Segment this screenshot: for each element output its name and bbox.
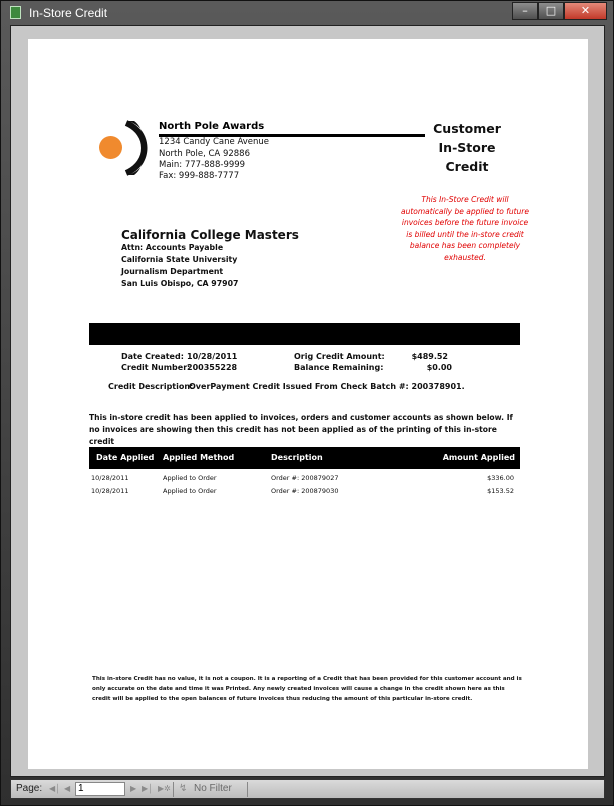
- report-title: [422, 119, 512, 176]
- logo-dot-icon: [99, 136, 122, 159]
- cell-amount: $336.00: [487, 474, 514, 482]
- table-row: [89, 486, 520, 498]
- title-bar[interactable]: [1, 1, 613, 25]
- prev-page-icon[interactable]: ◀: [64, 784, 71, 793]
- status-separator: [247, 782, 248, 797]
- report-title-line: Customer: [433, 121, 501, 136]
- orig-amount-value: $489.52: [411, 352, 448, 361]
- maximize-button[interactable]: □: [538, 2, 564, 20]
- report-title-line: Credit: [445, 159, 489, 174]
- cell-date: 10/28/2011: [91, 487, 129, 495]
- first-page-icon[interactable]: ◀│: [49, 784, 61, 793]
- credit-number-label: Credit Number:: [121, 363, 191, 372]
- date-created-label: Date Created:: [121, 352, 184, 361]
- table-row: [89, 473, 520, 485]
- access-app-icon: [10, 6, 21, 19]
- customer-line: California State University: [121, 255, 238, 264]
- page-number-input[interactable]: 1: [75, 782, 125, 796]
- close-button[interactable]: ✕: [564, 2, 607, 20]
- page-label: Page:: [16, 783, 43, 794]
- report-title-line: In-Store: [438, 140, 496, 155]
- window-title: In-Store Credit: [29, 6, 108, 20]
- report-canvas[interactable]: [10, 25, 605, 777]
- status-separator: [173, 782, 174, 797]
- col-amount-applied: Amount Applied: [442, 453, 515, 462]
- balance-label: Balance Remaining:: [294, 363, 384, 372]
- credit-description-value: OverPayment Credit Issued From Check Batch #: 200378901.: [189, 382, 465, 391]
- applied-explanation: This in-store credit has been applied to invoices, orders and customer accounts as shown below. If no invoices are showing then this credit has not been applied as of the printing of this in-store credit: [89, 413, 513, 446]
- filter-icon: ↯: [179, 783, 188, 794]
- company-fax: Fax: 999-888-7777: [159, 171, 240, 181]
- col-applied-method: Applied Method: [163, 453, 235, 462]
- cell-description: Order #: 200879027: [271, 474, 339, 482]
- cell-description: Order #: 200879030: [271, 487, 339, 495]
- auto-apply-note: This In-Store Credit will automatically be applied to future invoices before the future invoice is billed until the in-store credit balance has been completely exhausted.: [400, 195, 530, 262]
- company-address-line: 1234 Candy Cane Avenue: [159, 137, 270, 147]
- customer-name: California College Masters: [121, 228, 299, 242]
- logo-arc-icon: [124, 119, 154, 177]
- minimize-button[interactable]: –: [512, 2, 538, 20]
- date-created-value: 10/28/2011: [187, 352, 238, 361]
- applied-table-header: [89, 447, 520, 469]
- cell-amount: $153.52: [487, 487, 514, 495]
- customer-line: Journalism Department: [121, 267, 224, 276]
- customer-line: Attn: Accounts Payable: [121, 243, 224, 252]
- last-page-icon[interactable]: ▶│: [142, 784, 154, 793]
- credit-description-label: Credit Description:: [108, 382, 194, 391]
- new-record-icon[interactable]: ▶✲: [158, 784, 171, 793]
- cell-method: Applied to Order: [163, 487, 217, 495]
- orig-amount-label: Orig Credit Amount:: [294, 352, 385, 361]
- cell-date: 10/28/2011: [91, 474, 129, 482]
- company-address-line: North Pole, CA 92886: [159, 149, 250, 159]
- company-phone: Main: 777-888-9999: [159, 160, 246, 170]
- status-bar: [10, 779, 605, 799]
- balance-value: $0.00: [426, 363, 452, 372]
- disclaimer-note: This in-store Credit has no value, it is not a coupon. It is a reporting of a Credit that has been provided for this customer account and is only accurate on the date and time it was Printed. Any newly created invoices will cause a change in the credit shown here as this credit will be applied to the open balances of future invoices thus reducing the amount of this particular in-store credit.: [92, 676, 522, 702]
- col-date-applied: Date Applied: [96, 453, 155, 462]
- company-name: North Pole Awards: [159, 121, 265, 132]
- credit-number-value: 200355228: [187, 363, 238, 372]
- cell-method: Applied to Order: [163, 474, 217, 482]
- report-page: [28, 39, 588, 769]
- next-page-icon[interactable]: ▶: [130, 784, 137, 793]
- section-divider-bar: [89, 323, 520, 345]
- no-filter-indicator[interactable]: No Filter: [194, 783, 232, 794]
- col-description: Description: [271, 453, 323, 462]
- customer-line: San Luis Obispo, CA 97907: [121, 279, 239, 288]
